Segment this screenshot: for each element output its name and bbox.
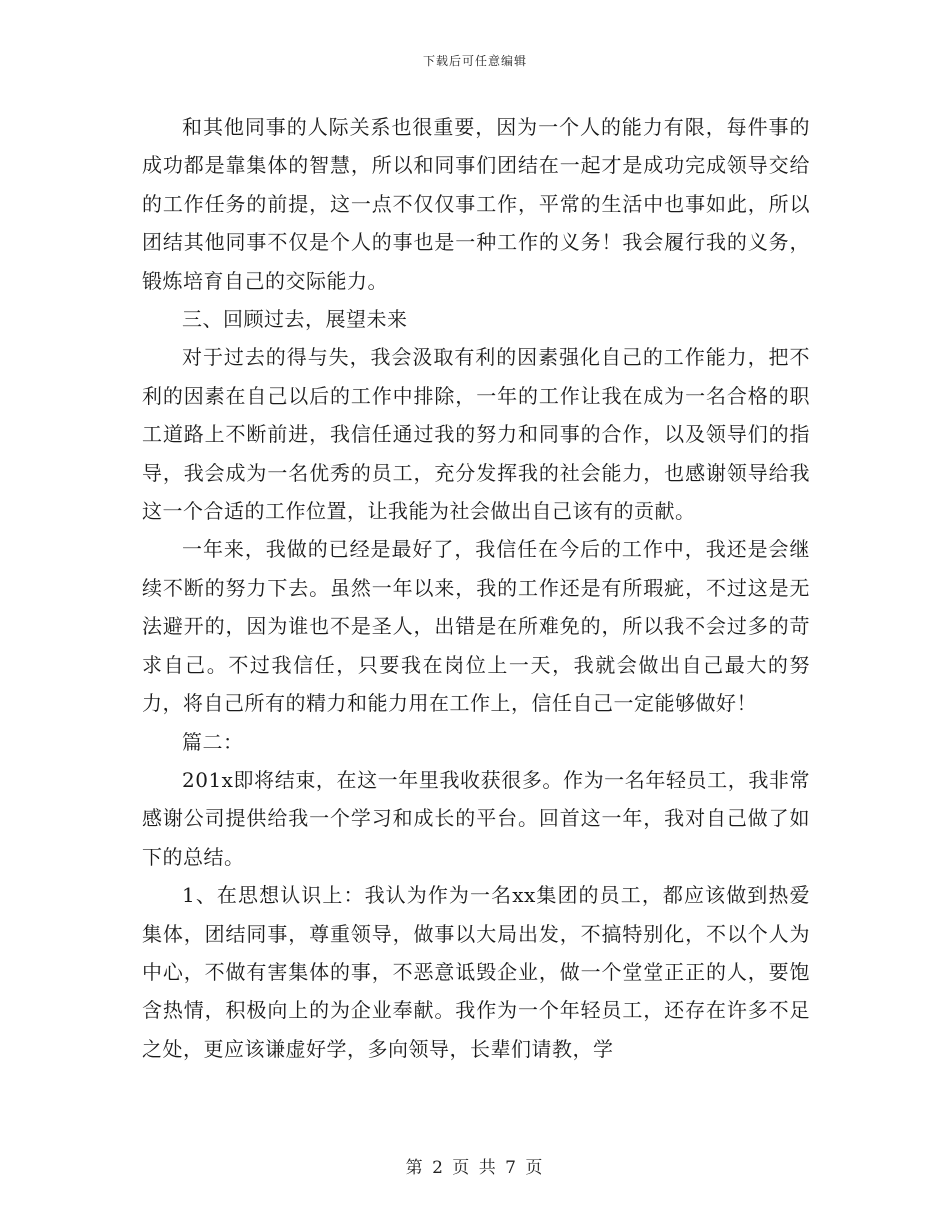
section-heading-part-two: 篇二： [182,729,244,754]
paragraph-colleague-relations: 和其他同事的人际关系也很重要，因为一个人的能力有限，每件事的成功都是靠集体的智慧，所以和同事们团结在一起才是成功完成领导交给的工作任务的前提，这一点不仅仅事工作，平常的生活中也事如此，所以团结其他同事不仅是个人的事也是一种工作的义务！我会履行我的义务，锻炼培育自己的交际能力。 [142,115,810,293]
paragraph-gains-losses: 对于过去的得与失，我会汲取有利的因素强化自己的工作能力，把不利的因素在自己以后的工作中排除，一年的工作让我在成为一名合格的职工道路上不断前进，我信任通过我的努力和同事的合作，以及领导们的指导，我会成为一名优秀的员工，充分发挥我的社会能力，也感谢领导给我这一个合适的工作位置，让我能为社会做出自己该有的贡献。 [142,345,810,524]
document-body [142,108,810,1068]
page-header: 下载后可任意编辑 [422,54,527,68]
paragraph-year-ending: 201x即将结束，在这一年里我收获很多。作为一名年轻员工，我非常感谢公司提供给我一个学习和成长的平台。回首这一年，我对自己做了如下的总结。 [142,767,810,869]
paragraph-ideological-understanding: 1、在思想认识上：我认为作为一名xx集团的员工，都应该做到热爱集体，团结同事，尊重领导，做事以大局出发，不搞特别化，不以个人为中心，不做有害集体的事，不恶意诋毁企业，做一个堂堂正正的人，要饱含热情，积极向上的为企业奉献。我作为一个年轻员工，还存在许多不足之处，更应该谦虚好学，多向领导，长辈们请教，学 [142,883,810,1061]
paragraph-year-summary: 一年来，我做的已经是最好了，我信任在今后的工作中，我还是会继续不断的努力下去。虽然一年以来，我的工作还是有所瑕疵，不过这是无法避开的，因为谁也不是圣人，出错是在所难免的，所以我不会过多的苛求自己。不过我信任，只要我在岗位上一天，我就会做出自己最大的努力，将自己所有的精力和能力用在工作上，信任自己一定能够做好！ [142,537,810,716]
section-heading-review-past: 三、回顾过去，展望未来 [182,307,408,332]
page-number-footer: 第 2 页 共 7 页 [405,1158,545,1178]
